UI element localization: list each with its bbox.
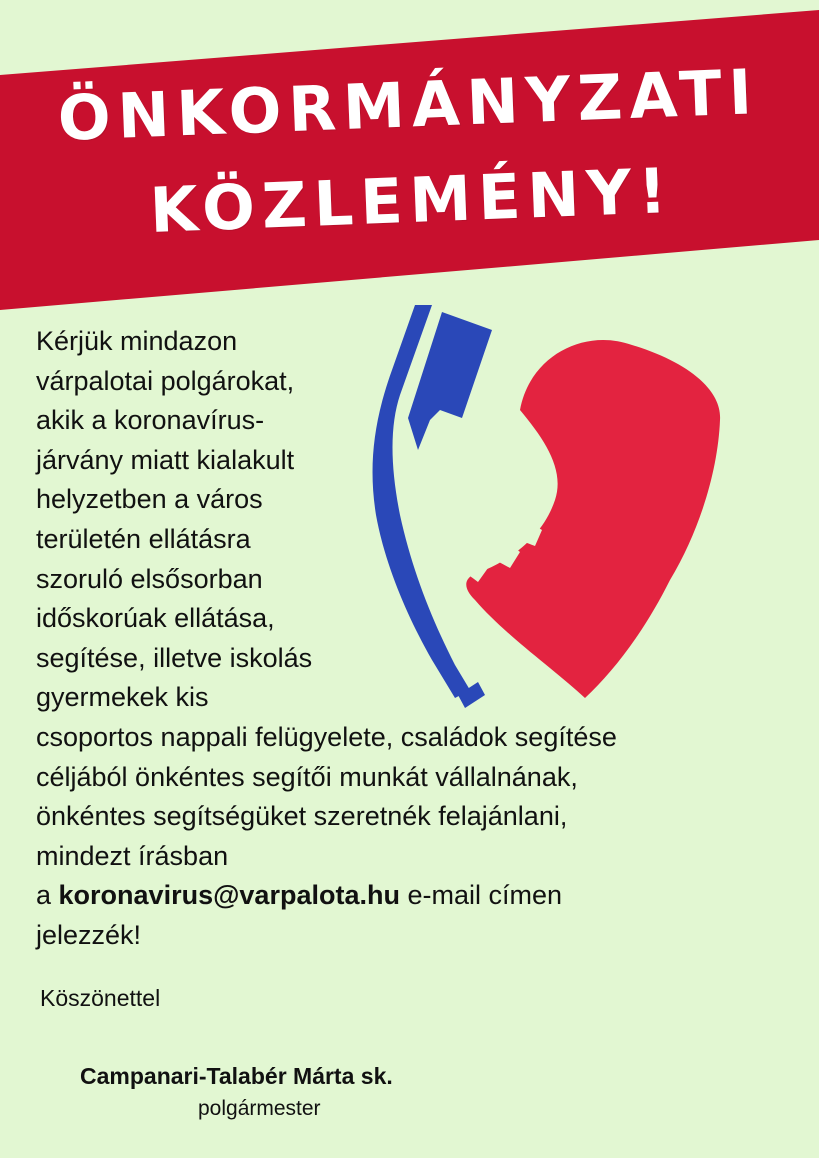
email-link[interactable]: koronavirus@varpalota.hu xyxy=(58,880,400,911)
email-line xyxy=(36,876,776,916)
body-line-last: jelezzék! xyxy=(36,919,142,950)
signer-role: polgármester xyxy=(198,1097,321,1120)
body-line: önkéntes segítségüket szeretnék felajánlani, xyxy=(36,801,568,832)
body-line: várpalotai polgárokat, xyxy=(36,365,295,396)
body-line: időskorúak ellátása, xyxy=(36,603,275,634)
body-line: csoportos nappali felügyelete, családok segítése xyxy=(36,721,617,752)
body-line: helyzetben a város xyxy=(36,484,263,515)
body-line: mindezt írásban xyxy=(36,840,229,871)
announcement-body xyxy=(36,322,776,956)
headline xyxy=(0,0,819,320)
body-line: gyermekek kis xyxy=(36,682,209,713)
headline-line-2: KÖZLEMÉNY! xyxy=(148,153,675,247)
email-suffix: e-mail címen xyxy=(399,880,562,911)
body-line: segítése, illetve iskolás xyxy=(36,642,313,673)
headline-line-1: ÖNKORMÁNYZATI xyxy=(56,55,761,155)
body-line: területén ellátásra xyxy=(36,523,251,554)
body-line: Kérjük mindazon xyxy=(36,326,238,356)
email-prefix: a xyxy=(36,880,59,911)
thanks-text: Köszönettel xyxy=(40,985,161,1011)
body-line: akik a koronavírus- xyxy=(36,405,265,436)
body-line: céljából önkéntes segítői munkát vállalnának, xyxy=(36,761,578,792)
body-line: szoruló elsősorban xyxy=(36,563,263,594)
signer-name: Campanari-Talabér Márta sk. xyxy=(80,1063,393,1089)
body-line: járvány miatt kialakult xyxy=(36,444,295,475)
